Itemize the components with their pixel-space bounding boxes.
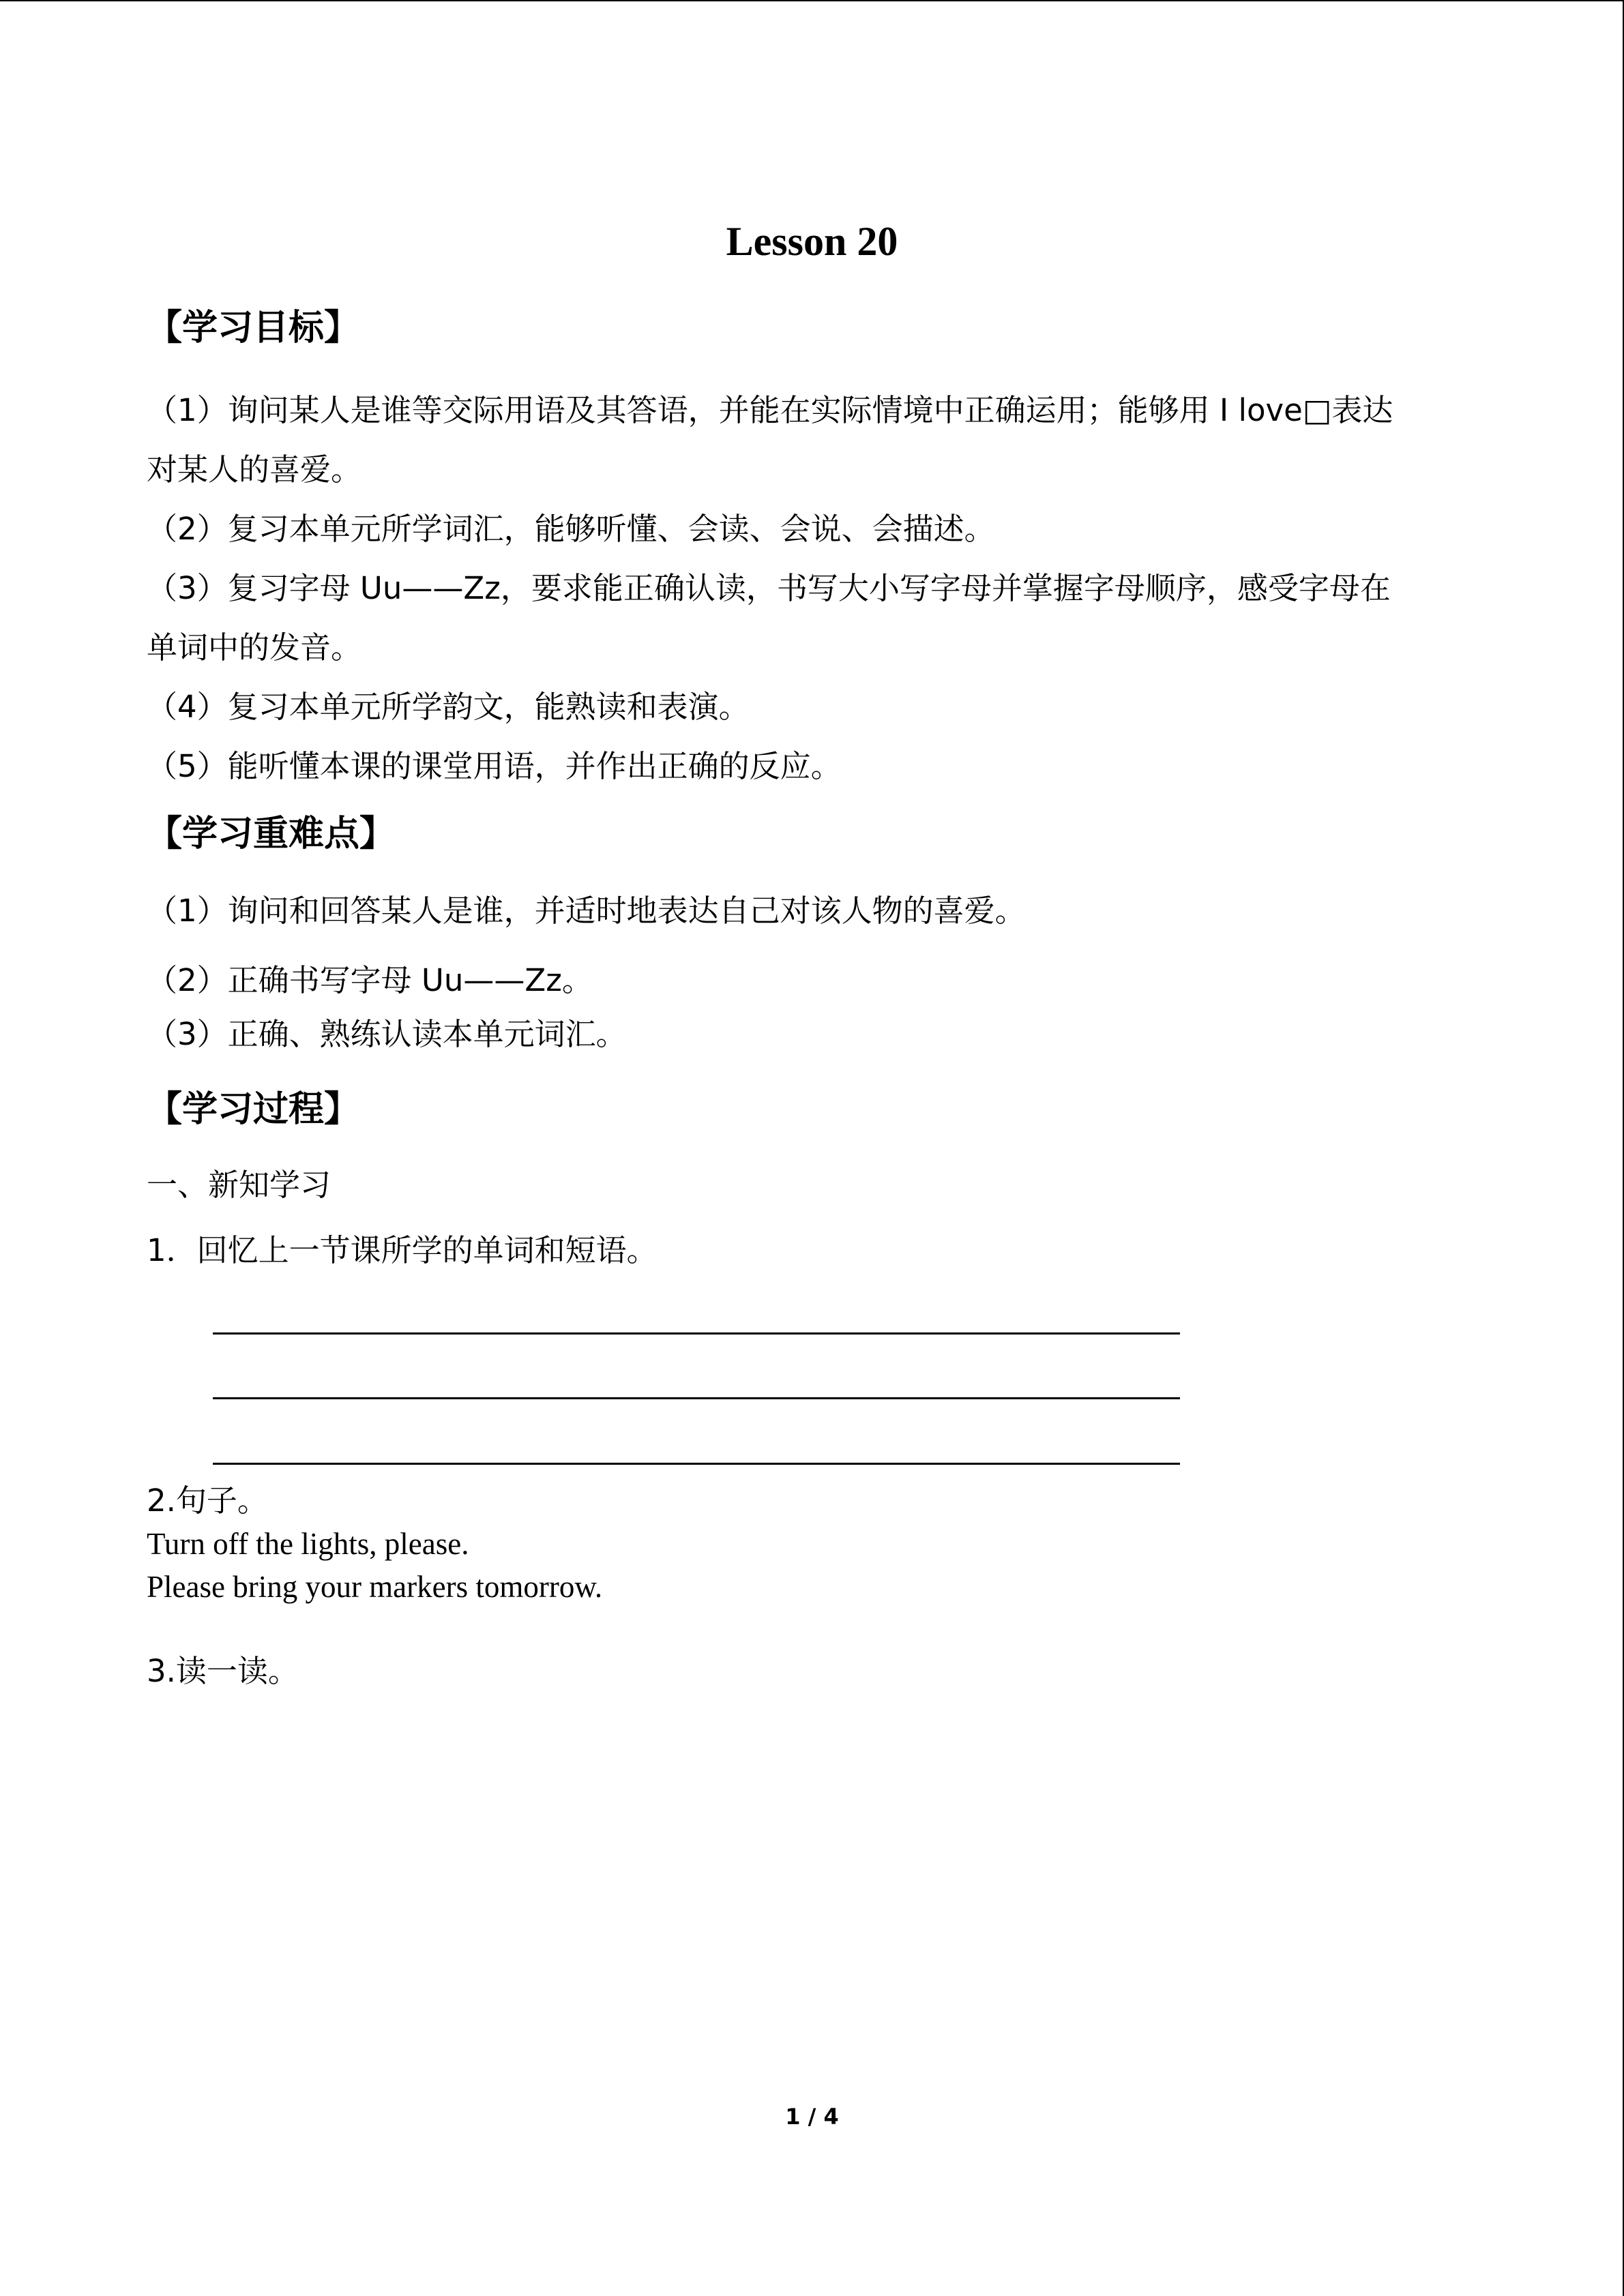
- sentence-1: Turn off the lights, please.: [147, 1527, 469, 1561]
- key-item-3: （3）正确、熟练认读本单元词汇。: [147, 1016, 627, 1052]
- goal-item-3a: （3）复习字母 Uu——Zz，要求能正确认读，书写大小写字母并掌握字母顺序，感受字母在: [147, 570, 1391, 606]
- answer-line-2[interactable]: [213, 1397, 1180, 1399]
- lesson-title: Lesson 20: [726, 219, 898, 264]
- question-3: 3.读一读。: [147, 1653, 299, 1689]
- goal-item-4: （4）复习本单元所学韵文，能熟读和表演。: [147, 689, 750, 725]
- question-2: 2.句子。: [147, 1482, 268, 1519]
- key-item-1: （1）询问和回答某人是谁，并适时地表达自己对该人物的喜爱。: [147, 893, 1026, 929]
- key-points-heading: 【学习重难点】: [147, 814, 396, 854]
- answer-line-1[interactable]: [213, 1332, 1180, 1335]
- goal-item-2: （2）复习本单元所学词汇，能够听懂、会读、会说、会描述。: [147, 511, 995, 547]
- page-number: 1 / 4: [785, 2104, 839, 2130]
- key-item-2: （2）正确书写字母 Uu——Zz。: [147, 962, 593, 998]
- goals-heading: 【学习目标】: [147, 308, 360, 348]
- answer-line-3[interactable]: [213, 1463, 1180, 1465]
- question-1: 1．回忆上一节课所学的单词和短语。: [147, 1232, 658, 1268]
- part-one-label: 一、新知学习: [147, 1167, 331, 1203]
- sentence-2: Please bring your markers tomorrow.: [147, 1570, 603, 1604]
- goal-item-1b: 对某人的喜爱。: [147, 451, 362, 488]
- goal-item-5: （5）能听懂本课的课堂用语，并作出正确的反应。: [147, 748, 842, 784]
- process-heading: 【学习过程】: [147, 1089, 360, 1130]
- goal-item-3b: 单词中的发音。: [147, 629, 362, 666]
- goal-item-1a: （1）询问某人是谁等交际用语及其答语，并能在实际情境中正确运用；能够用 I love□表达: [147, 392, 1393, 428]
